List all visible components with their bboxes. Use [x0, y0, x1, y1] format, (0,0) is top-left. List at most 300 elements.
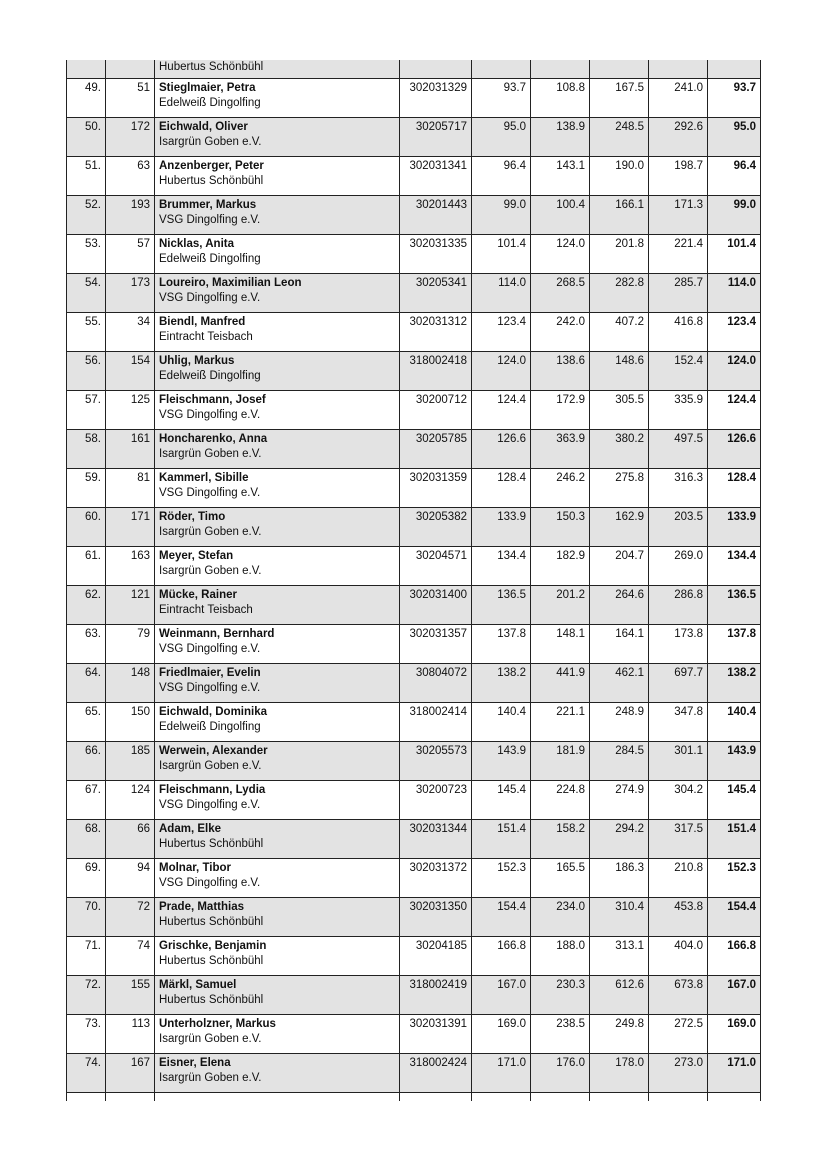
- club-name: Edelweiß Dingolfing: [159, 369, 261, 382]
- table-row: [67, 975, 761, 1014]
- bib-cell: 171: [106, 507, 155, 546]
- value-cell-4: 173.8: [649, 624, 708, 663]
- club-name: Hubertus Schönbühl: [159, 837, 264, 850]
- athlete-name: Biendl, Manfred: [159, 315, 246, 328]
- value-cell-1: 124.4: [472, 390, 531, 429]
- value-cell: [472, 60, 531, 78]
- value-cell-4: 203.5: [649, 507, 708, 546]
- rank-cell: 58.: [67, 429, 106, 468]
- value-cell-3: 162.9: [590, 507, 649, 546]
- name-cell: [155, 780, 400, 819]
- table-row: [67, 897, 761, 936]
- table-row: [67, 78, 761, 117]
- value-cell-1: 128.4: [472, 468, 531, 507]
- id-cell: 318002419: [400, 975, 472, 1014]
- club-name: VSG Dingolfing e.V.: [159, 408, 261, 421]
- id-cell: 30204185: [400, 936, 472, 975]
- value-cell-1: 169.0: [472, 1014, 531, 1053]
- club-name: Hubertus Schönbühl: [159, 993, 264, 1006]
- value-cell-3: 407.2: [590, 312, 649, 351]
- table-row: [67, 819, 761, 858]
- value-cell-4: 416.8: [649, 312, 708, 351]
- bib-cell: 113: [106, 1014, 155, 1053]
- name-cell: [155, 858, 400, 897]
- best-cell: 99.0: [708, 195, 761, 234]
- value-cell-3: 249.8: [590, 1014, 649, 1053]
- results-body: [67, 60, 761, 1101]
- value-cell-2: 441.9: [531, 663, 590, 702]
- name-cell: [155, 897, 400, 936]
- athlete-name: Nicklas, Anita: [159, 237, 234, 250]
- value-cell-4: 285.7: [649, 273, 708, 312]
- id-cell: 302031357: [400, 624, 472, 663]
- value-cell-1: 140.4: [472, 702, 531, 741]
- name-cell: [155, 663, 400, 702]
- id-cell: 30200712: [400, 390, 472, 429]
- value-cell-1: 171.0: [472, 1053, 531, 1092]
- name-cell: [155, 741, 400, 780]
- rank-cell: 69.: [67, 858, 106, 897]
- value-cell-4: 301.1: [649, 741, 708, 780]
- rank-cell: 59.: [67, 468, 106, 507]
- value-cell: [531, 60, 590, 78]
- athlete-name: Grischke, Benjamin: [159, 939, 267, 952]
- empty-cell: [106, 1092, 155, 1101]
- bib-cell: 155: [106, 975, 155, 1014]
- name-cell: [155, 702, 400, 741]
- athlete-name: Märkl, Samuel: [159, 978, 237, 991]
- value-cell-1: 138.2: [472, 663, 531, 702]
- name-cell: [155, 468, 400, 507]
- value-cell-3: 462.1: [590, 663, 649, 702]
- rank-cell: 54.: [67, 273, 106, 312]
- club-name: Isargrün Goben e.V.: [159, 759, 262, 772]
- athlete-name: Stieglmaier, Petra: [159, 81, 256, 94]
- bib-cell: 154: [106, 351, 155, 390]
- athlete-name: Mücke, Rainer: [159, 588, 237, 601]
- value-cell-4: 198.7: [649, 156, 708, 195]
- athlete-name: Eisner, Elena: [159, 1056, 231, 1069]
- table-row: [67, 234, 761, 273]
- club-name: Edelweiß Dingolfing: [159, 96, 261, 109]
- id-cell: 30205341: [400, 273, 472, 312]
- value-cell-3: 248.9: [590, 702, 649, 741]
- best-cell: 93.7: [708, 78, 761, 117]
- table-row: [67, 1014, 761, 1053]
- value-cell-2: 242.0: [531, 312, 590, 351]
- value-cell-3: 305.5: [590, 390, 649, 429]
- best-cell: 140.4: [708, 702, 761, 741]
- value-cell-1: 151.4: [472, 819, 531, 858]
- bib-cell: 121: [106, 585, 155, 624]
- bib-cell: 148: [106, 663, 155, 702]
- value-cell-4: 241.0: [649, 78, 708, 117]
- rank-cell: 64.: [67, 663, 106, 702]
- value-cell-3: 248.5: [590, 117, 649, 156]
- rank-cell: 53.: [67, 234, 106, 273]
- value-cell-3: 178.0: [590, 1053, 649, 1092]
- rank-cell: 61.: [67, 546, 106, 585]
- best-cell: 96.4: [708, 156, 761, 195]
- value-cell-2: 158.2: [531, 819, 590, 858]
- name-cell: [155, 507, 400, 546]
- value-cell-4: 317.5: [649, 819, 708, 858]
- rank-cell: 72.: [67, 975, 106, 1014]
- value-cell-2: 181.9: [531, 741, 590, 780]
- name-cell: [155, 819, 400, 858]
- table-row: [67, 273, 761, 312]
- rank-cell: 71.: [67, 936, 106, 975]
- value-cell-1: 167.0: [472, 975, 531, 1014]
- name-cell: [155, 936, 400, 975]
- name-cell: [155, 624, 400, 663]
- value-cell: [590, 60, 649, 78]
- table-row: [67, 156, 761, 195]
- value-cell-3: 612.6: [590, 975, 649, 1014]
- value-cell-2: 268.5: [531, 273, 590, 312]
- table-row: [67, 546, 761, 585]
- athlete-name: Loureiro, Maximilian Leon: [159, 276, 302, 289]
- value-cell-4: 404.0: [649, 936, 708, 975]
- id-cell: 30205717: [400, 117, 472, 156]
- value-cell-2: 182.9: [531, 546, 590, 585]
- table-row: [67, 507, 761, 546]
- club-name: Isargrün Goben e.V.: [159, 135, 262, 148]
- name-cell: [155, 585, 400, 624]
- value-cell-2: 188.0: [531, 936, 590, 975]
- best-cell: 151.4: [708, 819, 761, 858]
- rank-cell: 57.: [67, 390, 106, 429]
- value-cell-3: 166.1: [590, 195, 649, 234]
- athlete-name: Friedlmaier, Evelin: [159, 666, 261, 679]
- bib-cell: 150: [106, 702, 155, 741]
- value-cell-2: 238.5: [531, 1014, 590, 1053]
- club-name: VSG Dingolfing e.V.: [159, 291, 261, 304]
- empty-cell: [531, 1092, 590, 1101]
- value-cell-1: 99.0: [472, 195, 531, 234]
- bib-cell: 124: [106, 780, 155, 819]
- value-cell-2: 224.8: [531, 780, 590, 819]
- club-name: Hubertus Schönbühl: [159, 174, 264, 187]
- name-cell: [155, 429, 400, 468]
- athlete-name: Meyer, Stefan: [159, 549, 234, 562]
- value-cell-2: 176.0: [531, 1053, 590, 1092]
- empty-cell: [708, 1092, 761, 1101]
- value-cell-1: 166.8: [472, 936, 531, 975]
- value-cell-2: 201.2: [531, 585, 590, 624]
- id-cell: 318002414: [400, 702, 472, 741]
- club-name: Hubertus Schönbühl: [159, 915, 264, 928]
- athlete-name: Uhlig, Markus: [159, 354, 235, 367]
- table-row: [67, 468, 761, 507]
- club-name: Edelweiß Dingolfing: [159, 252, 261, 265]
- results-table: [66, 60, 761, 1101]
- table-row: [67, 624, 761, 663]
- table-row-continued: [67, 60, 761, 78]
- table-row: [67, 429, 761, 468]
- table-row: [67, 390, 761, 429]
- athlete-name: Fleischmann, Josef: [159, 393, 266, 406]
- table-row: [67, 858, 761, 897]
- name-cell: [155, 546, 400, 585]
- table-row: [67, 702, 761, 741]
- club-name: Edelweiß Dingolfing: [159, 720, 261, 733]
- value-cell-2: 150.3: [531, 507, 590, 546]
- table-row: [67, 741, 761, 780]
- athlete-name: Molnar, Tibor: [159, 861, 231, 874]
- id-cell: 318002418: [400, 351, 472, 390]
- id-cell: 30204571: [400, 546, 472, 585]
- club-name: Hubertus Schönbühl: [159, 61, 264, 73]
- name-cell: [155, 195, 400, 234]
- value-cell-4: 171.3: [649, 195, 708, 234]
- id-cell: 302031400: [400, 585, 472, 624]
- results-sheet: [66, 60, 760, 1101]
- bib-cell: 51: [106, 78, 155, 117]
- value-cell-3: 167.5: [590, 78, 649, 117]
- athlete-name: Eichwald, Dominika: [159, 705, 267, 718]
- id-cell: 30201443: [400, 195, 472, 234]
- bib-cell: 79: [106, 624, 155, 663]
- rank-cell: 65.: [67, 702, 106, 741]
- club-name: Isargrün Goben e.V.: [159, 447, 262, 460]
- rank-cell: 50.: [67, 117, 106, 156]
- value-cell-2: 234.0: [531, 897, 590, 936]
- value-cell: [649, 60, 708, 78]
- empty-cell: [155, 1092, 400, 1101]
- bib-cell: 167: [106, 1053, 155, 1092]
- value-cell-2: 138.9: [531, 117, 590, 156]
- club-name: Isargrün Goben e.V.: [159, 1071, 262, 1084]
- name-cell: [155, 351, 400, 390]
- value-cell-1: 152.3: [472, 858, 531, 897]
- bib-cell: 125: [106, 390, 155, 429]
- bib-cell: 81: [106, 468, 155, 507]
- value-cell-3: 282.8: [590, 273, 649, 312]
- rank-cell: 73.: [67, 1014, 106, 1053]
- athlete-name: Honcharenko, Anna: [159, 432, 268, 445]
- value-cell-4: 286.8: [649, 585, 708, 624]
- best-cell: 133.9: [708, 507, 761, 546]
- rank-cell: 70.: [67, 897, 106, 936]
- id-cell: 30205382: [400, 507, 472, 546]
- athlete-name: Unterholzner, Markus: [159, 1017, 276, 1030]
- bib-cell: 163: [106, 546, 155, 585]
- value-cell-3: 204.7: [590, 546, 649, 585]
- value-cell-2: 230.3: [531, 975, 590, 1014]
- name-cell: [155, 60, 400, 78]
- bib-cell: 34: [106, 312, 155, 351]
- best-cell: 124.0: [708, 351, 761, 390]
- value-cell-2: 221.1: [531, 702, 590, 741]
- rank-cell: 52.: [67, 195, 106, 234]
- value-cell-4: 292.6: [649, 117, 708, 156]
- value-cell-1: 134.4: [472, 546, 531, 585]
- value-cell-4: 497.5: [649, 429, 708, 468]
- table-row: [67, 936, 761, 975]
- best-cell: 145.4: [708, 780, 761, 819]
- value-cell-4: 152.4: [649, 351, 708, 390]
- id-cell: 302031341: [400, 156, 472, 195]
- table-row: [67, 195, 761, 234]
- value-cell-3: 201.8: [590, 234, 649, 273]
- value-cell-4: 453.8: [649, 897, 708, 936]
- table-row: [67, 780, 761, 819]
- id-cell: 302031391: [400, 1014, 472, 1053]
- value-cell-1: 145.4: [472, 780, 531, 819]
- table-row: [67, 351, 761, 390]
- athlete-name: Kammerl, Sibille: [159, 471, 249, 484]
- athlete-name: Fleischmann, Lydia: [159, 783, 266, 796]
- rank-cell: 63.: [67, 624, 106, 663]
- value-cell-4: 272.5: [649, 1014, 708, 1053]
- club-name: Isargrün Goben e.V.: [159, 564, 262, 577]
- bib-cell: [106, 60, 155, 78]
- bib-cell: 72: [106, 897, 155, 936]
- club-name: Isargrün Goben e.V.: [159, 525, 262, 538]
- best-cell: 154.4: [708, 897, 761, 936]
- athlete-name: Prade, Matthias: [159, 900, 244, 913]
- empty-cell: [472, 1092, 531, 1101]
- value-cell-1: 136.5: [472, 585, 531, 624]
- club-name: VSG Dingolfing e.V.: [159, 486, 261, 499]
- club-name: Eintracht Teisbach: [159, 603, 253, 616]
- best-cell: 101.4: [708, 234, 761, 273]
- club-name: VSG Dingolfing e.V.: [159, 213, 261, 226]
- bib-cell: 57: [106, 234, 155, 273]
- bib-cell: 63: [106, 156, 155, 195]
- value-cell-1: 123.4: [472, 312, 531, 351]
- best-cell: 166.8: [708, 936, 761, 975]
- bib-cell: 74: [106, 936, 155, 975]
- club-name: Hubertus Schönbühl: [159, 954, 264, 967]
- best-cell: 171.0: [708, 1053, 761, 1092]
- rank-cell: 55.: [67, 312, 106, 351]
- rank-cell: 51.: [67, 156, 106, 195]
- id-cell: 30205573: [400, 741, 472, 780]
- table-row: [67, 117, 761, 156]
- id-cell: 318002424: [400, 1053, 472, 1092]
- value-cell-2: 165.5: [531, 858, 590, 897]
- club-name: VSG Dingolfing e.V.: [159, 642, 261, 655]
- table-row: [67, 312, 761, 351]
- id-cell: 30200723: [400, 780, 472, 819]
- value-cell-1: 137.8: [472, 624, 531, 663]
- value-cell-3: 264.6: [590, 585, 649, 624]
- value-cell-4: 316.3: [649, 468, 708, 507]
- id-cell: 302031329: [400, 78, 472, 117]
- athlete-name: Werwein, Alexander: [159, 744, 268, 757]
- bib-cell: 193: [106, 195, 155, 234]
- rank-cell: 68.: [67, 819, 106, 858]
- value-cell-1: 114.0: [472, 273, 531, 312]
- athlete-name: Brummer, Markus: [159, 198, 257, 211]
- id-cell: [400, 60, 472, 78]
- athlete-name: Weinmann, Bernhard: [159, 627, 275, 640]
- value-cell-2: 172.9: [531, 390, 590, 429]
- best-cell: 152.3: [708, 858, 761, 897]
- name-cell: [155, 78, 400, 117]
- name-cell: [155, 156, 400, 195]
- value-cell-1: 154.4: [472, 897, 531, 936]
- rank-cell: 62.: [67, 585, 106, 624]
- value-cell-3: 313.1: [590, 936, 649, 975]
- bib-cell: 185: [106, 741, 155, 780]
- best-cell: [708, 60, 761, 78]
- best-cell: 134.4: [708, 546, 761, 585]
- empty-cell: [649, 1092, 708, 1101]
- name-cell: [155, 1014, 400, 1053]
- value-cell-4: 347.8: [649, 702, 708, 741]
- value-cell-3: 186.3: [590, 858, 649, 897]
- value-cell-1: 95.0: [472, 117, 531, 156]
- best-cell: 128.4: [708, 468, 761, 507]
- value-cell-2: 100.4: [531, 195, 590, 234]
- value-cell-1: 126.6: [472, 429, 531, 468]
- best-cell: 123.4: [708, 312, 761, 351]
- id-cell: 302031344: [400, 819, 472, 858]
- best-cell: 124.4: [708, 390, 761, 429]
- value-cell-4: 335.9: [649, 390, 708, 429]
- value-cell-3: 274.9: [590, 780, 649, 819]
- id-cell: 30205785: [400, 429, 472, 468]
- value-cell-1: 96.4: [472, 156, 531, 195]
- value-cell-3: 148.6: [590, 351, 649, 390]
- bib-cell: 94: [106, 858, 155, 897]
- value-cell-3: 294.2: [590, 819, 649, 858]
- name-cell: [155, 1053, 400, 1092]
- rank-cell: 74.: [67, 1053, 106, 1092]
- table-row: [67, 585, 761, 624]
- value-cell-2: 246.2: [531, 468, 590, 507]
- name-cell: [155, 273, 400, 312]
- id-cell: 302031359: [400, 468, 472, 507]
- table-row: [67, 663, 761, 702]
- rank-cell: 60.: [67, 507, 106, 546]
- empty-cell: [67, 1092, 106, 1101]
- value-cell-3: 380.2: [590, 429, 649, 468]
- athlete-name: Eichwald, Oliver: [159, 120, 248, 133]
- value-cell-1: 93.7: [472, 78, 531, 117]
- id-cell: 30804072: [400, 663, 472, 702]
- rank-cell: 67.: [67, 780, 106, 819]
- id-cell: 302031372: [400, 858, 472, 897]
- value-cell-4: 673.8: [649, 975, 708, 1014]
- value-cell-4: 269.0: [649, 546, 708, 585]
- best-cell: 136.5: [708, 585, 761, 624]
- name-cell: [155, 312, 400, 351]
- value-cell-4: 697.7: [649, 663, 708, 702]
- best-cell: 143.9: [708, 741, 761, 780]
- empty-cell: [400, 1092, 472, 1101]
- best-cell: 169.0: [708, 1014, 761, 1053]
- table-row: [67, 1053, 761, 1092]
- name-cell: [155, 117, 400, 156]
- rank-cell: 49.: [67, 78, 106, 117]
- best-cell: 137.8: [708, 624, 761, 663]
- value-cell-1: 133.9: [472, 507, 531, 546]
- value-cell-4: 210.8: [649, 858, 708, 897]
- value-cell-2: 108.8: [531, 78, 590, 117]
- value-cell-2: 148.1: [531, 624, 590, 663]
- bib-cell: 66: [106, 819, 155, 858]
- athlete-name: Adam, Elke: [159, 822, 221, 835]
- bib-cell: 161: [106, 429, 155, 468]
- club-name: Eintracht Teisbach: [159, 330, 253, 343]
- value-cell-2: 363.9: [531, 429, 590, 468]
- value-cell-3: 164.1: [590, 624, 649, 663]
- value-cell-3: 275.8: [590, 468, 649, 507]
